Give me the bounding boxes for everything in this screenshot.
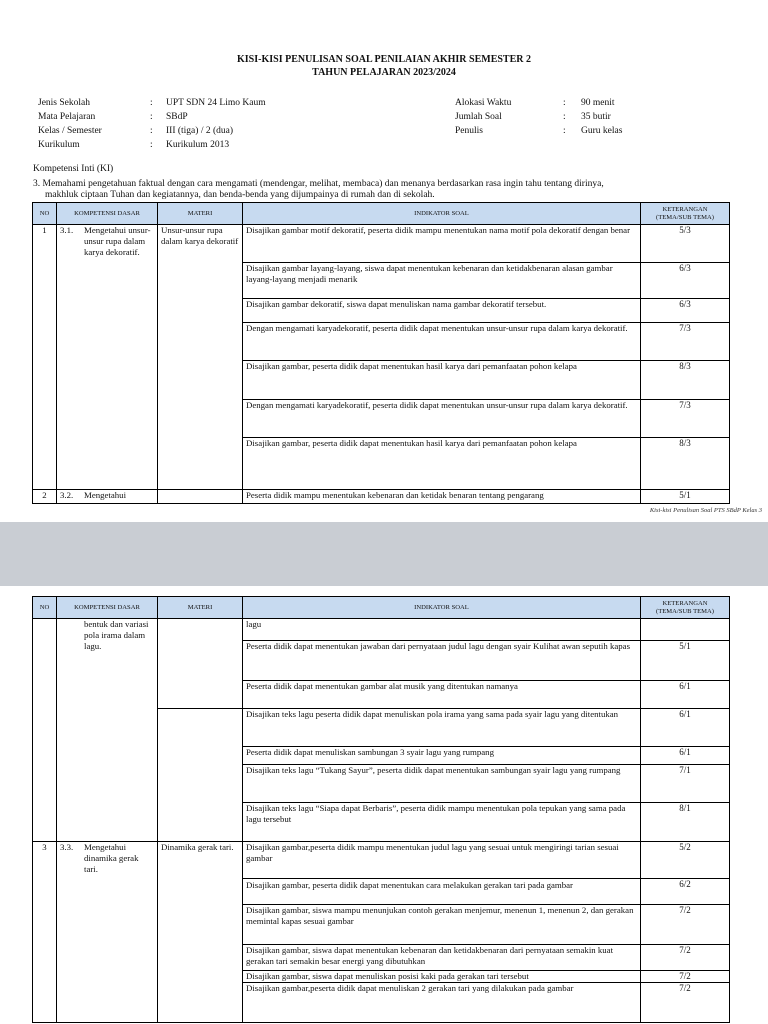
keterangan-cell: 6/3 bbox=[641, 263, 730, 299]
table-row bbox=[33, 842, 730, 879]
keterangan-cell: 6/3 bbox=[641, 299, 730, 323]
kd-text: Mengetahui bbox=[84, 490, 127, 500]
indikator-cell: Dengan mengamati karyadekoratif, peserta didik dapat menentukan unsur-unsur rupa dalam karya dekoratif. bbox=[243, 400, 641, 438]
materi-cell: Unsur-unsur rupa dalam karya dekoratif bbox=[158, 225, 243, 490]
kd-text: Mengetahui dinamika gerak tari. bbox=[84, 842, 139, 874]
indikator-cell: Disajikan gambar motif dekoratif, peserta didik mampu menentukan nama motif pola dekoratif dengan benar bbox=[243, 225, 641, 263]
indikator-cell: Disajikan gambar dekoratif, siswa dapat menuliskan nama gambar dekoratif tersebut. bbox=[243, 299, 641, 323]
kisi-table-page-2 bbox=[32, 596, 730, 1023]
header-indikator: INDIKATOR SOAL bbox=[243, 597, 641, 619]
indikator-cell: Disajikan gambar, siswa mampu menunjukan contoh gerakan menjemur, menenun 1, menenun 2, dan gerakan memintal kapas sesuai gambar bbox=[243, 905, 641, 945]
info-value: UPT SDN 24 Limo Kaum bbox=[166, 98, 266, 108]
row-number: 2 bbox=[33, 490, 57, 504]
keterangan-cell: 5/3 bbox=[641, 225, 730, 263]
table-row bbox=[33, 225, 730, 263]
table-header-row bbox=[33, 597, 730, 619]
row-number: 3 bbox=[33, 842, 57, 1023]
kompetensi-dasar-cell bbox=[57, 842, 158, 1023]
info-label: Mata Pelajaran bbox=[38, 112, 96, 122]
kd-number: 3.2. bbox=[60, 490, 74, 500]
row-number bbox=[33, 619, 57, 842]
ki-line-2: makhluk ciptaan Tuhan dan kegiatannya, dan benda-benda yang dijumpainya di rumah dan di sekolah. bbox=[45, 190, 435, 200]
ki-line-1: 3. Memahami pengetahuan faktual dengan cara mengamati (mendengar, melihat, membaca) dan menanya berdasarkan rasa ingin tahu tentang dirinya, bbox=[33, 179, 604, 189]
indikator-cell: lagu bbox=[243, 619, 641, 641]
kd-number: 3.3. bbox=[60, 842, 74, 852]
kompetensi-dasar-cell bbox=[57, 619, 158, 842]
indikator-cell: Peserta didik dapat menentukan gambar alat musik yang ditentukan namanya bbox=[243, 681, 641, 709]
document-subtitle: TAHUN PELAJARAN 2023/2024 bbox=[312, 67, 456, 78]
table-header-row bbox=[33, 203, 730, 225]
header-materi: MATERI bbox=[158, 203, 243, 225]
school-info-right: Alokasi Waktu : 90 menit Jumlah Soal : 35 butir Penulis : Guru kelas bbox=[455, 98, 623, 136]
materi-cell bbox=[158, 619, 243, 709]
info-label: Jumlah Soal bbox=[455, 112, 502, 122]
keterangan-cell: 7/2 bbox=[641, 971, 730, 983]
page-footer: Kisi-kisi Penulisan Soal PTS SBdP Kelas 3 bbox=[649, 507, 762, 514]
info-value: 35 butir bbox=[581, 112, 611, 122]
info-label: Jenis Sekolah bbox=[38, 98, 90, 108]
materi-cell: Dinamika gerak tari. bbox=[158, 842, 243, 1023]
indikator-cell: Disajikan gambar, peserta didik dapat menentukan hasil karya dari pemanfaatan pohon kelapa bbox=[243, 438, 641, 490]
keterangan-cell: 5/1 bbox=[641, 641, 730, 681]
table-row bbox=[33, 619, 730, 641]
header-keterangan: KETERANGAN (TEMA/SUB TEMA) bbox=[641, 597, 730, 619]
keterangan-cell: 7/1 bbox=[641, 765, 730, 803]
info-label: Kurikulum bbox=[38, 140, 80, 150]
indikator-cell: Disajikan teks lagu peserta didik dapat menuliskan pola irama yang sama pada syair lagu yang ditentukan bbox=[243, 709, 641, 747]
header-materi: MATERI bbox=[158, 597, 243, 619]
keterangan-cell: 6/1 bbox=[641, 747, 730, 765]
info-value: III (tiga) / 2 (dua) bbox=[166, 126, 233, 136]
indikator-cell: Disajikan gambar, siswa dapat menuliskan posisi kaki pada gerakan tari tersebut bbox=[243, 971, 641, 983]
header-no: NO bbox=[33, 203, 57, 225]
info-label: Alokasi Waktu bbox=[455, 98, 512, 108]
info-label: Kelas / Semester bbox=[38, 126, 102, 136]
indikator-cell: Dengan mengamati karyadekoratif, peserta didik dapat menentukan unsur-unsur rupa dalam karya dekoratif. bbox=[243, 323, 641, 361]
header-no: NO bbox=[33, 597, 57, 619]
kd-text: Mengetahui unsur-unsur rupa dalam karya dekoratif. bbox=[84, 225, 151, 257]
indikator-cell: Disajikan gambar, peserta didik dapat menentukan hasil karya dari pemanfaatan pohon kelapa bbox=[243, 361, 641, 400]
indikator-cell: Peserta didik dapat menuliskan sambungan 3 syair lagu yang rumpang bbox=[243, 747, 641, 765]
indikator-cell: Disajikan teks lagu “Siapa dapat Berbaris”, peserta didik mampu menentukan pola tepukan yang sama pada lagu tersebut bbox=[243, 803, 641, 842]
keterangan-cell: 6/1 bbox=[641, 681, 730, 709]
keterangan-cell: 5/2 bbox=[641, 842, 730, 879]
header-indikator: INDIKATOR SOAL bbox=[243, 203, 641, 225]
keterangan-cell: 6/2 bbox=[641, 879, 730, 905]
header-kompetensi-dasar: KOMPETENSI DASAR bbox=[57, 597, 158, 619]
keterangan-cell: 7/2 bbox=[641, 945, 730, 971]
document-title: KISI-KISI PENULISAN SOAL PENILAIAN AKHIR SEMESTER 2 bbox=[237, 54, 531, 65]
info-label: Penulis bbox=[455, 126, 483, 136]
keterangan-cell: 7/3 bbox=[641, 400, 730, 438]
keterangan-cell: 5/1 bbox=[641, 490, 730, 504]
indikator-cell: Peserta didik dapat menentukan jawaban dari pernyataan judul lagu dengan syair Kulihat awan seputih kapas bbox=[243, 641, 641, 681]
kisi-table-page-1 bbox=[32, 202, 730, 504]
info-value: Kurikulum 2013 bbox=[166, 140, 230, 150]
keterangan-cell: 7/2 bbox=[641, 983, 730, 1023]
materi-cell bbox=[158, 490, 243, 504]
indikator-cell: Disajikan teks lagu “Tukang Sayur”, peserta didik dapat menentukan sambungan syair lagu yang rumpang bbox=[243, 765, 641, 803]
info-value: 90 menit bbox=[581, 98, 615, 108]
keterangan-cell: 7/3 bbox=[641, 323, 730, 361]
indikator-cell: Disajikan gambar, siswa dapat menentukan kebenaran dan ketidakbenaran dari pernyataan semakin kuat gerakan tari semakin besar energi yang dibutuhkan bbox=[243, 945, 641, 971]
indikator-cell: Disajikan gambar,peserta didik mampu menentukan judul lagu yang sesuai untuk mengiringi tarian sesuai gambar bbox=[243, 842, 641, 879]
keterangan-cell: 8/3 bbox=[641, 438, 730, 490]
keterangan-cell: 8/1 bbox=[641, 803, 730, 842]
header-keterangan: KETERANGAN (TEMA/SUB TEMA) bbox=[641, 203, 730, 225]
indikator-cell: Disajikan gambar,peserta didik dapat menuliskan 2 gerakan tari yang dilakukan pada gambar bbox=[243, 983, 641, 1023]
kd-text: bentuk dan variasi pola irama dalam lagu. bbox=[84, 619, 149, 651]
keterangan-cell: 8/3 bbox=[641, 361, 730, 400]
kompetensi-dasar-cell bbox=[57, 490, 158, 504]
document-page-2 bbox=[0, 586, 768, 1024]
ki-heading: Kompetensi Inti (KI) bbox=[33, 164, 114, 174]
keterangan-cell bbox=[641, 619, 730, 641]
info-value: Guru kelas bbox=[581, 126, 623, 136]
kd-number: 3.1. bbox=[60, 225, 74, 235]
keterangan-cell: 7/2 bbox=[641, 905, 730, 945]
indikator-cell: Disajikan gambar layang-layang, siswa dapat menentukan kebenaran dan ketidakbenaran alasan gambar layang-layang menjadi menarik bbox=[243, 263, 641, 299]
keterangan-cell: 6/1 bbox=[641, 709, 730, 747]
school-info-left: Jenis Sekolah : UPT SDN 24 Limo Kaum Mata Pelajaran : SBdP Kelas / Semester : III (tiga) / 2 (dua) Kurikulum : Kurikulum 2013 bbox=[38, 98, 266, 150]
table-row bbox=[33, 490, 730, 504]
indikator-cell: Peserta didik mampu menentukan kebenaran dan ketidak benaran tentang pengarang bbox=[243, 490, 641, 504]
row-number: 1 bbox=[33, 225, 57, 490]
kompetensi-dasar-cell bbox=[57, 225, 158, 490]
info-value: SBdP bbox=[166, 112, 188, 122]
header-kompetensi-dasar: KOMPETENSI DASAR bbox=[57, 203, 158, 225]
materi-cell bbox=[158, 709, 243, 842]
indikator-cell: Disajikan gambar, peserta didik dapat menentukan cara melakukan gerakan tari pada gambar bbox=[243, 879, 641, 905]
